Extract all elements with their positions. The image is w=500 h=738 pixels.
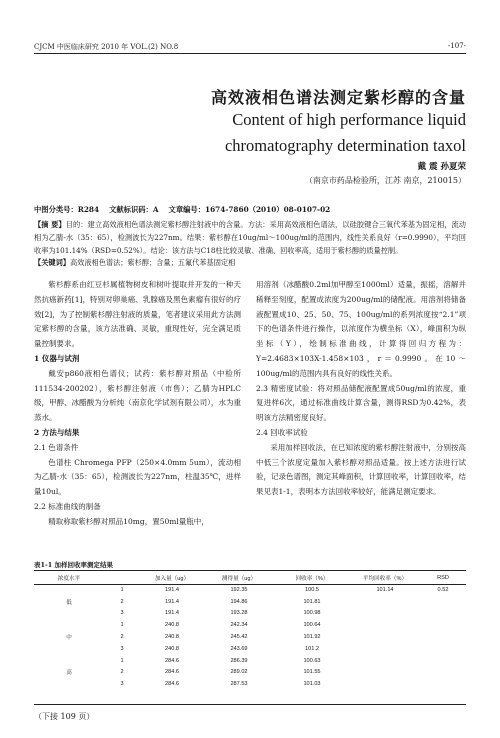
table-cell: 101.81 [303, 598, 321, 605]
table-cell: 284.6 [165, 657, 179, 664]
table-cell: 240.8 [165, 634, 179, 641]
table-cell [420, 643, 466, 655]
table-header-cell: 加入量（ug） [154, 575, 190, 582]
recovery-table [34, 571, 466, 690]
table-row [34, 608, 466, 620]
doc-code: 文献标识码：A [109, 205, 159, 214]
curve-paragraph: 精取称取紫杉醇对照品10mg，置50ml量瓶中， [48, 516, 209, 526]
table-cell [34, 643, 104, 655]
table-cell: 242.34 [230, 622, 248, 629]
header-rule [34, 53, 466, 54]
table-cell: 1 [120, 657, 124, 664]
conditions-paragraph: 色谱柱 Chromega PFP（250×4.0mm 5um），流动相为乙腈-水（35：65），检测波长为227nm，柱温35℃，进样量10ul。 [34, 457, 241, 497]
keywords [34, 258, 466, 268]
table-cell [350, 643, 420, 655]
table-cell: 191.4 [165, 586, 179, 593]
table-cell: 191.4 [165, 610, 179, 617]
table-cell: 193.28 [230, 610, 248, 617]
table-header-cell: RSD [437, 574, 449, 581]
table-row [34, 667, 466, 679]
table-cell: 194.86 [230, 598, 248, 605]
table-cell: 2 [120, 669, 124, 676]
body-right-column [256, 278, 466, 500]
table-row [34, 596, 466, 608]
curve-continued-paragraph: 用溶剂（冰醋酸0.2ml加甲醇至1000ml）适量，振摇，溶解并稀释至刻度，配置成浓度为200ug/ml的储配液。用溶剂将储备液配置成10、25、50、75、100ug/ml的系列浓度按“2.1”项下的色谱条件进行操作，以浓度作为横坐标（X），峰面积为纵坐标（Y），绘制标准曲线，计算得回归方程为：Y=2.4683×103X-1.458×103，r＝0.9990。在10～100ug/ml的范围内具有良好的线性关系。 [256, 280, 466, 378]
table-cell: 284.6 [165, 669, 179, 676]
table-header-cell: 平均回收率（%） [362, 575, 408, 582]
table-cell: 100.98 [303, 610, 321, 617]
table-cell [34, 619, 104, 631]
article-meta [34, 205, 466, 215]
table-cell [420, 655, 466, 667]
table-cell [350, 596, 420, 608]
table-cell: 100.64 [303, 622, 321, 629]
table-row [34, 631, 466, 643]
table-cell: 101.55 [303, 669, 321, 676]
table-cell: 1 [120, 622, 124, 629]
table-row [34, 655, 466, 667]
subsection-heading-conditions: 2.1 色谱条件 [34, 442, 79, 452]
table-bottom-rule [34, 704, 466, 705]
title-english-line2: chromatography determination taxol [224, 136, 466, 155]
table-row [34, 678, 466, 690]
article-number: 文章编号：1674-7860（2010）08-0107-02 [168, 205, 331, 214]
precision-paragraph: 2.3 精密度试验：将对照品储配液配置成50ug/ml的浓度，重复进样6次，通过标准曲线计算含量，测得RSD为0.42%，表明该方法精密度良好。 [256, 383, 466, 423]
clc-number: 中图分类号：R284 [34, 205, 100, 214]
title-chinese: 高效液相色谱法测定紫杉醇的含量 [210, 88, 466, 107]
table-header-cell: 浓度水平 [57, 575, 81, 582]
table-cell [350, 631, 420, 643]
table-cell: 192.35 [230, 586, 248, 593]
keywords-text: 高效液相色谱法；紫杉醇；含量；五氟代苯基固定相 [69, 258, 236, 267]
table-row [34, 584, 466, 596]
table-cell: 286.39 [230, 657, 248, 664]
table-cell: 101.03 [303, 681, 321, 688]
table-row [34, 619, 466, 631]
affiliation: （南京市药品检验所，江苏 南京，210015） [304, 176, 466, 185]
table-cell [420, 608, 466, 620]
table-cell: 3 [120, 610, 124, 617]
table-cell [350, 619, 420, 631]
intro-paragraph: 紫杉醇系由红豆杉属植物树皮和树叶提取并开发的一种天然抗癌新药[1]，特别对卵巢癌、乳腺癌及黑色素瘤有很好的疗效[2]，为了控制紫杉醇注射液的质量，笔者建议采用此方法测定紫杉醇的含量，该方法准确、灵敏，重现性好，完全满足质量控制要求。 [34, 280, 241, 349]
page-number: -107- [447, 42, 466, 50]
table-cell [420, 596, 466, 608]
abstract [34, 218, 466, 258]
table-cell [350, 655, 420, 667]
title-english-line1: Content of high performance liquid [232, 110, 466, 129]
subsection-heading-recovery: 2.4 回收率试验 [256, 427, 308, 437]
table-caption: 表1-1 加样回收率测定结果 [34, 561, 114, 569]
table-cell: 243.69 [230, 645, 248, 652]
table-cell [350, 678, 420, 690]
table-cell [34, 678, 104, 690]
table-cell: 245.42 [230, 634, 248, 641]
table-cell [350, 667, 420, 679]
table-cell: 高 [66, 670, 72, 677]
table-cell: 101.92 [303, 634, 321, 641]
table-header-cell [104, 571, 140, 584]
instruments-paragraph: 戴安p860液相色谱仪；试药：紫杉醇对照品（中检所111534-200202），紫杉醇注射液（市售）；乙腈为HPLC级，甲醇、冰醋酸为分析纯（南京化学试剂有限公司），水为重蒸水。 [34, 368, 241, 423]
abstract-text: 目的：建立高效液相色谱法测定紫杉醇注射液中的含量。方法：采用高效液相色谱法，以硅胶键合三氧代苯基为固定相，流动相为乙腈-水（35：65），检测波长为227nm。结果：紫杉醇在10ug/ml～100ug/ml的范围内，线性关系良好（r=0.9990），平均回收率为101.14%（RSD=0.52%）。结论：该方法与C18柱比较灵敏、准确、回收率高，适用于紫杉醇的质量控制。 [34, 220, 466, 256]
table-cell [34, 655, 104, 667]
table-cell: 289.02 [230, 669, 248, 676]
table-cell [420, 631, 466, 643]
table-cell: 1 [120, 586, 124, 593]
table-header-row [34, 571, 466, 584]
body-left-column [34, 278, 241, 530]
journal-info: CJCM 中医临床研究 2010 年 VOL.(2) NO.8 [34, 43, 179, 51]
table-cell: 191.4 [165, 598, 179, 605]
table-cell: 2 [120, 634, 124, 641]
table-cell: 100.63 [303, 657, 321, 664]
abstract-label: 【摘 要】 [34, 220, 66, 229]
section-heading-instruments: 1 仪器与试剂 [34, 353, 80, 363]
table-cell: 284.6 [165, 681, 179, 688]
table-cell [420, 678, 466, 690]
table-cell: 3 [120, 681, 124, 688]
table-cell [34, 608, 104, 620]
table-header-cell: 测得量（ug） [221, 575, 257, 582]
running-header [34, 42, 466, 52]
table-cell: 101.2 [305, 645, 319, 652]
table-cell: 0.52 [437, 586, 449, 593]
table-cell: 低 [66, 599, 72, 606]
continuation-note: （下接 109 页） [34, 712, 95, 721]
table-cell: 中 [66, 635, 72, 642]
table-cell: 287.53 [230, 681, 248, 688]
section-heading-methods: 2 方法与结果 [34, 427, 80, 437]
table-cell: 3 [120, 645, 124, 652]
subsection-heading-curve: 2.2 标准曲线的制备 [34, 501, 101, 511]
table-cell: 100.5 [305, 586, 319, 593]
keywords-label: 【关键词】 [34, 258, 70, 267]
table-cell: 240.8 [165, 645, 179, 652]
recovery-paragraph: 采用加样回收法，在已知浓度的紫杉醇注射液中，分别按高中低三个浓度定量加入紫杉醇对照品适量。按上述方法进行试验，记录色谱图，测定其峰面积，计算回收率，计算回收率，结果见表1-1，表明本方法回收率较好，能满足测定要求。 [256, 442, 466, 497]
table-cell: 240.8 [165, 622, 179, 629]
table-cell [350, 608, 420, 620]
table-cell [420, 667, 466, 679]
table-cell [420, 619, 466, 631]
table-cell [34, 584, 104, 596]
table-row [34, 643, 466, 655]
authors: 戴 震 孙夏荣 [417, 162, 466, 172]
table-cell: 2 [120, 598, 124, 605]
table-cell: 101.14 [376, 586, 394, 593]
table-header-cell: 回收率（%） [295, 575, 329, 582]
